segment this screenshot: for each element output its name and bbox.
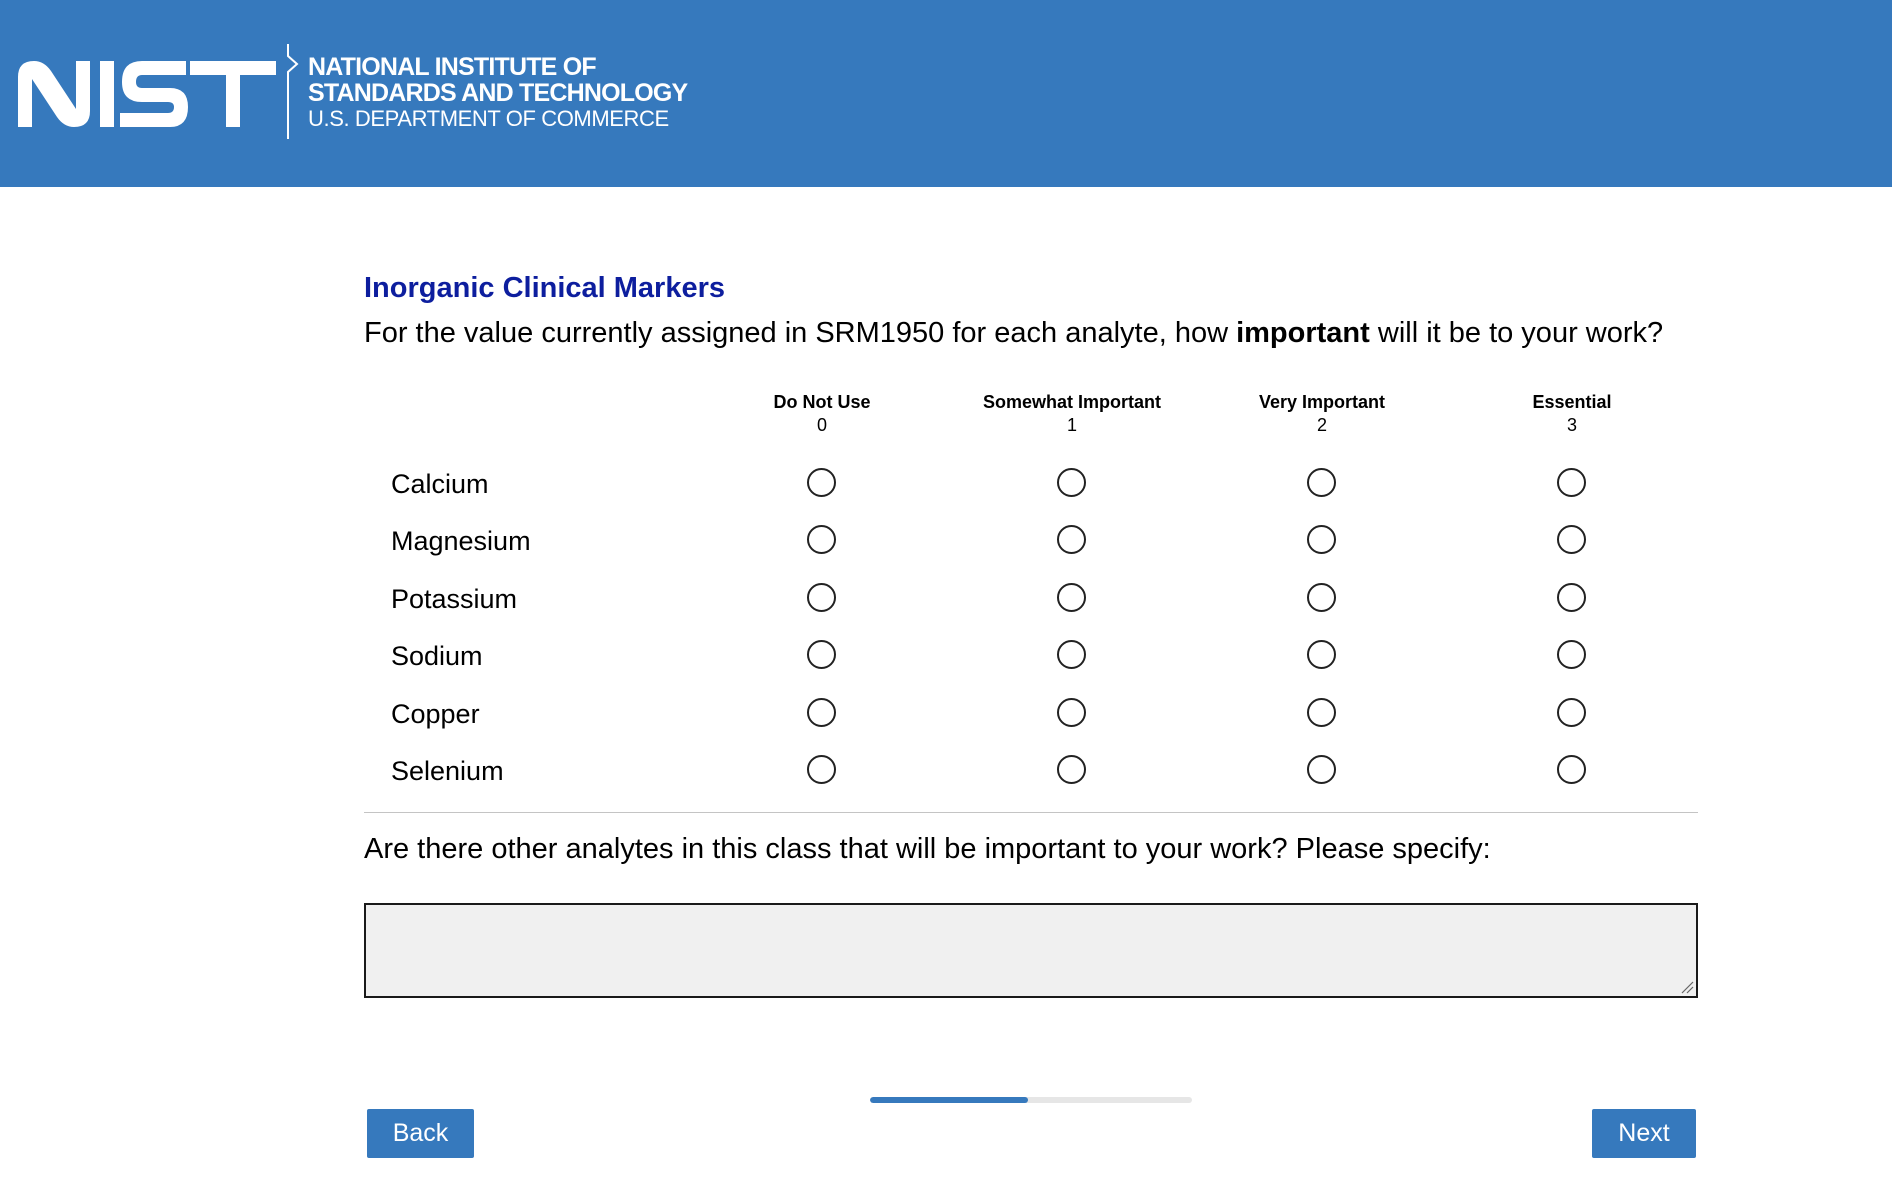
column-label: Very Important [1258, 392, 1386, 412]
analyte-label: Magnesium [391, 526, 531, 556]
radio-copper-1[interactable] [1057, 698, 1086, 727]
radio-magnesium-1[interactable] [1057, 525, 1086, 554]
progress-bar [870, 1097, 1192, 1103]
org-name-line1: NATIONAL INSTITUTE OF [308, 53, 596, 81]
radio-potassium-1[interactable] [1057, 583, 1086, 612]
column-label: Somewhat Important [982, 392, 1161, 412]
radio-sodium-3[interactable] [1557, 640, 1586, 669]
resize-grip-icon[interactable] [1680, 980, 1694, 994]
radio-sodium-2[interactable] [1307, 640, 1336, 669]
radio-magnesium-0[interactable] [807, 525, 836, 554]
logo-divider-chevron [286, 44, 300, 139]
rating-matrix [364, 390, 1698, 812]
matrix-row-potassium [364, 573, 1698, 623]
matrix-row-selenium [364, 745, 1698, 795]
column-label: Do Not Use [773, 392, 871, 412]
radio-calcium-2[interactable] [1307, 468, 1336, 497]
section-divider [364, 812, 1698, 813]
column-header-do-not-use [702, 390, 942, 436]
nist-wordmark-logo [18, 59, 278, 129]
column-value: 2 [1316, 415, 1327, 435]
analyte-label: Selenium [391, 756, 504, 786]
radio-selenium-2[interactable] [1307, 755, 1336, 784]
org-name-line2: STANDARDS AND TECHNOLOGY [308, 79, 688, 107]
survey-content [364, 268, 1698, 998]
radio-potassium-2[interactable] [1307, 583, 1336, 612]
radio-calcium-1[interactable] [1057, 468, 1086, 497]
radio-copper-0[interactable] [807, 698, 836, 727]
site-header [0, 0, 1892, 187]
other-analytes-field-wrap [364, 903, 1698, 998]
column-header-somewhat-important [952, 390, 1192, 436]
radio-potassium-0[interactable] [807, 583, 836, 612]
analyte-label: Sodium [391, 641, 483, 671]
question-emphasis: important [1236, 317, 1370, 349]
column-value: 1 [1066, 415, 1077, 435]
nist-logo[interactable] [18, 44, 688, 139]
column-label: Essential [1532, 392, 1612, 412]
section-title: Inorganic Clinical Markers [364, 272, 726, 304]
other-analytes-question: Are there other analytes in this class that will be important to your work? Please specify: [364, 833, 1491, 865]
radio-magnesium-2[interactable] [1307, 525, 1336, 554]
matrix-row-copper [364, 688, 1698, 738]
radio-magnesium-3[interactable] [1557, 525, 1586, 554]
question-text-after: will it be to your work? [1369, 317, 1664, 349]
other-analytes-textarea[interactable] [364, 903, 1698, 998]
radio-copper-2[interactable] [1307, 698, 1336, 727]
back-button[interactable]: Back [367, 1109, 474, 1158]
radio-selenium-1[interactable] [1057, 755, 1086, 784]
radio-calcium-3[interactable] [1557, 468, 1586, 497]
question-text-before: For the value currently assigned in SRM1950 for each analyte, how [364, 317, 1237, 349]
matrix-row-calcium [364, 458, 1698, 508]
matrix-row-magnesium [364, 515, 1698, 565]
org-department: U.S. DEPARTMENT OF COMMERCE [308, 106, 669, 131]
column-value: 0 [816, 415, 827, 435]
radio-calcium-0[interactable] [807, 468, 836, 497]
logo-text [308, 54, 687, 132]
column-header-essential [1452, 390, 1692, 436]
radio-sodium-0[interactable] [807, 640, 836, 669]
analyte-label: Calcium [391, 469, 489, 499]
progress-bar-fill [870, 1097, 1028, 1103]
next-button[interactable]: Next [1592, 1109, 1696, 1158]
survey-navigation [364, 1104, 1698, 1164]
analyte-label: Potassium [391, 584, 518, 614]
matrix-row-sodium [364, 630, 1698, 680]
analyte-label: Copper [391, 699, 480, 729]
radio-copper-3[interactable] [1557, 698, 1586, 727]
column-value: 3 [1566, 415, 1577, 435]
radio-sodium-1[interactable] [1057, 640, 1086, 669]
radio-potassium-3[interactable] [1557, 583, 1586, 612]
column-header-very-important [1202, 390, 1442, 436]
radio-selenium-3[interactable] [1557, 755, 1586, 784]
radio-selenium-0[interactable] [807, 755, 836, 784]
matrix-question [364, 316, 1698, 350]
